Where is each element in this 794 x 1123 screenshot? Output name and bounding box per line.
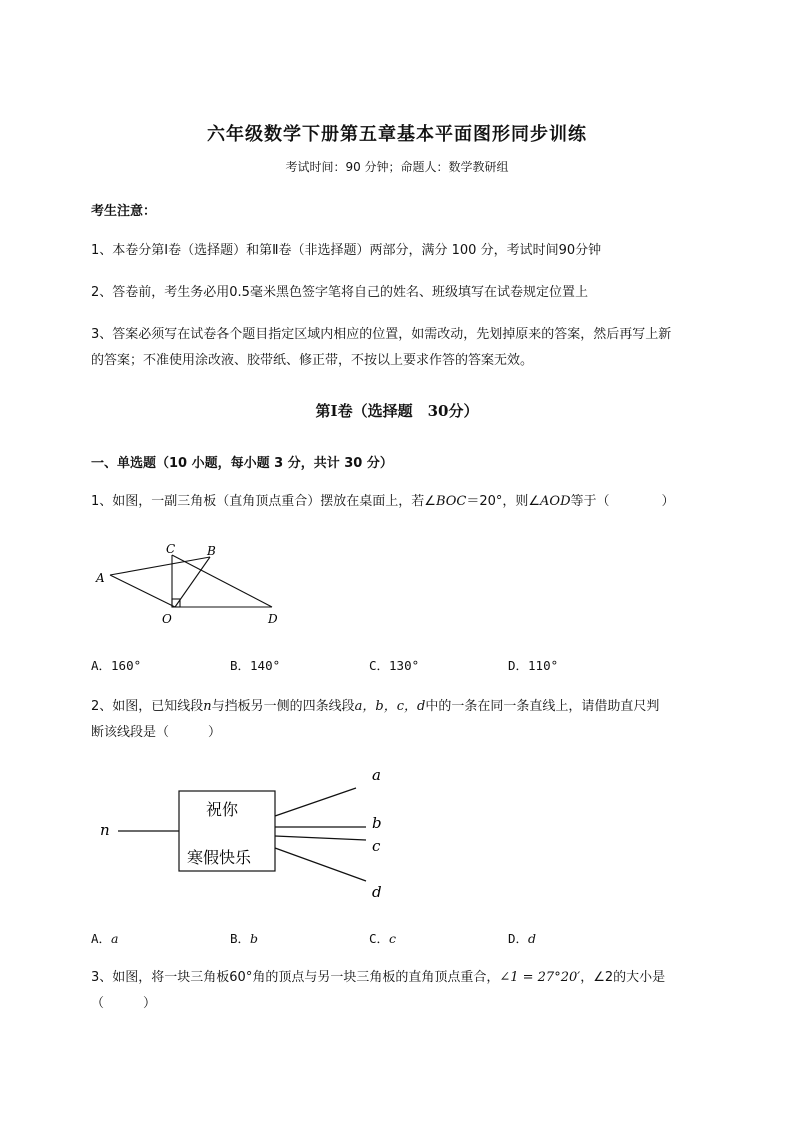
label-a: A	[96, 571, 105, 585]
q1-option-b[interactable]: B．140°	[230, 658, 281, 673]
label-b: b	[372, 814, 382, 832]
notice-heading: 考生注意：	[91, 204, 157, 219]
q1-stem-suffix: 等于（ ）	[570, 494, 675, 509]
question-1-figure	[90, 540, 300, 630]
section-title: 第Ⅰ卷（选择题 30分）	[315, 402, 479, 420]
page-title: 六年级数学下册第五章基本平面图形同步训练	[207, 124, 587, 145]
q2-option-a-letter: A．	[91, 931, 112, 946]
q2-var-n: n	[203, 699, 212, 714]
q1-option-a[interactable]: A．160°	[91, 658, 142, 673]
q3-stem-mid: ，∠2的大小是	[580, 970, 666, 985]
q2-option-a[interactable]	[91, 929, 118, 947]
segment-c	[275, 836, 366, 840]
q2-option-b-var: b	[250, 931, 259, 946]
q2-option-d[interactable]	[508, 929, 536, 947]
question-2-stem	[91, 694, 659, 720]
q2-option-c-letter: C．	[369, 931, 390, 946]
label-a: a	[372, 766, 381, 784]
q1-stem-prefix: 1、如图，一副三角板（直角顶点重合）摆放在桌面上，若∠	[91, 494, 436, 509]
label-d: D	[268, 612, 278, 626]
part-title: 一、单选题（10 小题，每小题 3 分，共计 30 分）	[91, 456, 393, 471]
board-text-line1: 祝你	[206, 800, 239, 819]
q1-option-c[interactable]: C．130°	[369, 658, 420, 673]
question-3-stem-line2: （ ）	[91, 996, 157, 1011]
q2-option-d-letter: D．	[508, 931, 529, 946]
label-c: C	[166, 542, 176, 556]
q2-option-c-var: c	[389, 931, 397, 946]
label-b: B	[207, 544, 216, 558]
question-2-stem-line2: 断该线段是（ ）	[91, 725, 222, 740]
label-n: n	[100, 821, 110, 839]
q2-stem-suffix: 中的一条在同一条直线上，请借助直尺判	[425, 699, 660, 714]
label-c: c	[372, 837, 381, 855]
q2-option-b[interactable]	[230, 929, 258, 947]
q1-var-boc: BOC	[435, 494, 467, 509]
segment-a	[275, 788, 356, 816]
q1-option-d[interactable]: D．110°	[508, 658, 559, 673]
exam-info: 考试时间：90 分钟；命题人：数学教研组	[285, 160, 509, 174]
q3-angle-1: ∠1 = 27°20′	[499, 970, 581, 985]
q3-stem-prefix: 3、如图，将一块三角板60°角的顶点与另一块三角板的直角顶点重合，	[91, 970, 500, 985]
segment-ab	[110, 557, 210, 575]
notice-item-2: 2、答卷前，考生务必用0.5毫米黑色签字笔将自己的姓名、班级填写在试卷规定位置上	[91, 285, 588, 300]
q2-option-c[interactable]	[369, 929, 396, 947]
q2-stem-prefix: 2、如图，已知线段	[91, 699, 204, 714]
q2-stem-mid: 与挡板另一侧的四条线段	[211, 699, 355, 714]
q2-option-d-var: d	[528, 931, 537, 946]
q1-stem-mid: ＝20°，则∠	[466, 494, 541, 509]
segment-d	[275, 848, 366, 881]
label-d: d	[372, 883, 382, 901]
question-3-stem	[91, 965, 665, 991]
notice-item-1: 1、本卷分第Ⅰ卷（选择题）和第Ⅱ卷（非选择题）两部分，满分 100 分，考试时间90分钟	[91, 243, 602, 258]
segment-cd	[172, 555, 272, 607]
notice-item-3: 3、答案必须写在试卷各个题目指定区域内相应的位置，如需改动，先划掉原来的答案，然后再写上新	[91, 327, 672, 342]
q2-vars: a，b，c，d	[354, 699, 426, 714]
label-o: O	[162, 612, 172, 626]
notice-item-3-cont: 的答案；不准使用涂改液、胶带纸、修正带，不按以上要求作答的答案无效。	[91, 353, 534, 368]
q2-option-b-letter: B．	[230, 931, 251, 946]
board-text-line2: 寒假快乐	[187, 848, 252, 867]
q1-var-aod: AOD	[540, 494, 571, 509]
segment-ao	[110, 575, 175, 607]
q2-option-a-var: a	[111, 931, 119, 946]
question-1-stem	[91, 489, 675, 515]
question-2-figure	[90, 760, 400, 910]
